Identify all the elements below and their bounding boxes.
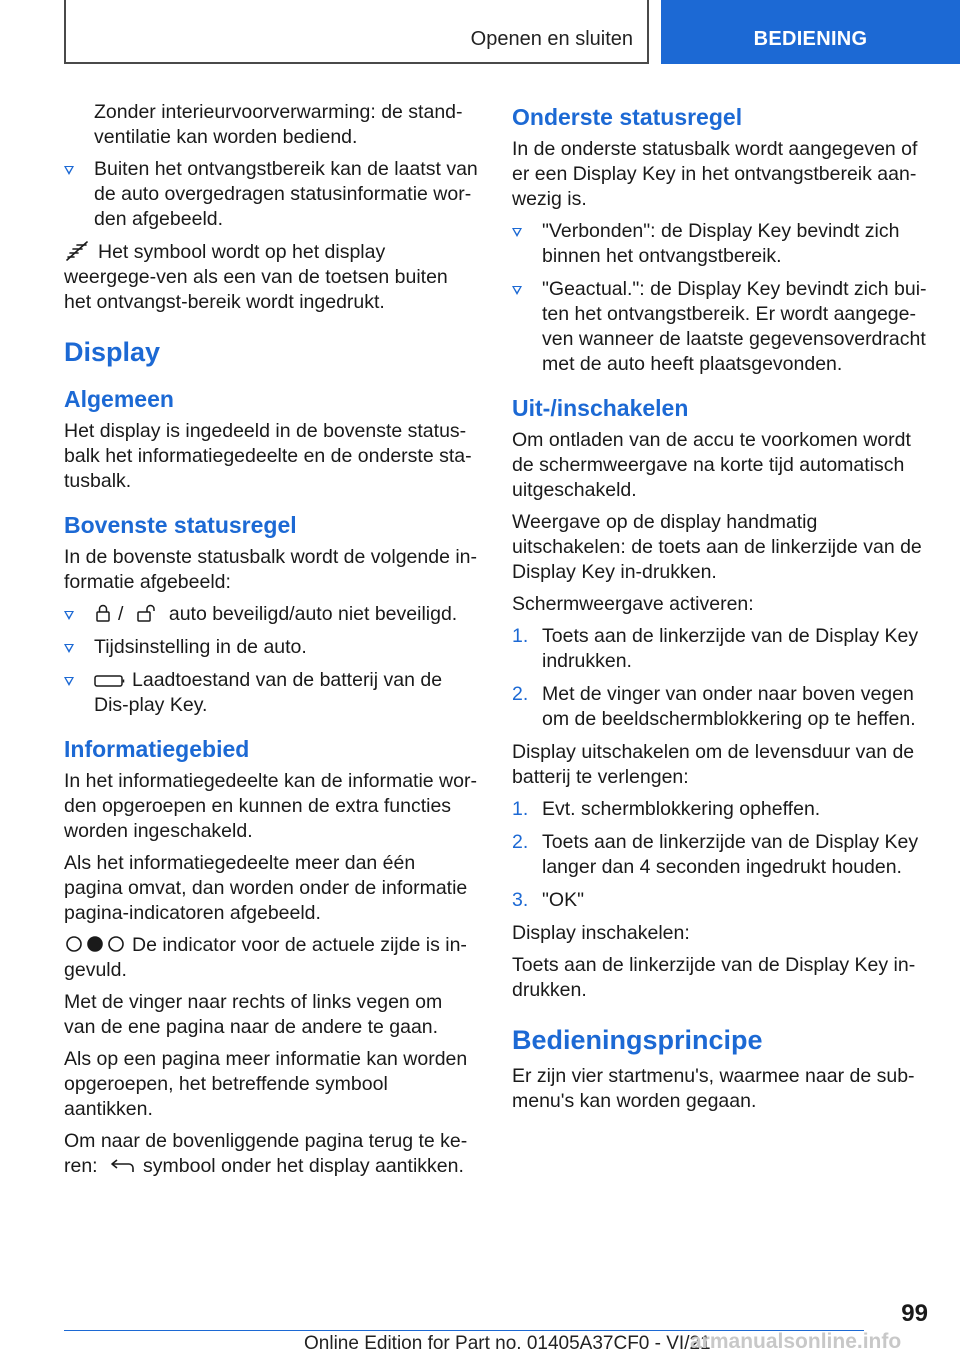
step-text: Evt. schermblokkering opheffen.: [542, 798, 821, 820]
back-text-post: symbool onder het display aantikken.: [143, 1155, 464, 1177]
right-column: [512, 100, 928, 1121]
heading-onderste-statusregel: Onderste statusregel: [512, 104, 743, 130]
algemeen-paragraph: Het display is ingedeeld in de bovenste status-balk het informatiegedeelte en de onderste sta-tusbalk.: [64, 420, 472, 492]
bullet-triangle-icon: [64, 644, 74, 653]
heading-bedieningsprincipe: Bedieningsprincipe: [512, 1025, 763, 1055]
heading-bovenste-statusregel: Bovenste statusregel: [64, 512, 297, 538]
chapter-title: BEDIENING: [753, 28, 868, 50]
left-column: [64, 100, 479, 1186]
actual-text: "Geactual.": de Display Key bevindt zich bui-ten het ontvangstbereik. Er wordt aangege-ven wanneer de laatste gegevensoverdracht met de auto heeft plaatsgevonden.: [542, 278, 927, 375]
step-text: "OK": [542, 889, 585, 911]
onderste-paragraph: In de onderste statusbalk wordt aangegeven of er een Display Key in het ontvangstbereik aan-wezig is.: [512, 138, 918, 210]
step-number: 2.: [512, 831, 529, 853]
bullet-triangle-icon: [512, 228, 522, 237]
step-item: [512, 624, 928, 674]
battery-icon: [94, 673, 126, 689]
section-title: Openen en sluiten: [470, 28, 633, 50]
off-life-paragraph: Display uitschakelen om de levensduur van de batterij te verlengen:: [512, 741, 915, 788]
step-text: Toets aan de linkerzijde van de Display Key langer dan 4 seconden ingedrukt houden.: [542, 831, 919, 878]
bullet-lock-status: [64, 602, 479, 627]
back-text-pre: Om naar de bovenliggende pagina terug te ke-ren:: [64, 1130, 468, 1177]
symbol-paragraph: [64, 240, 479, 315]
bullet-time: [64, 635, 479, 660]
step-number: 2.: [512, 683, 529, 705]
chapter-tab: [661, 0, 960, 64]
heading-informatiegebied: Informatiegebied: [64, 736, 250, 762]
step-text: Met de vinger van onder naar boven vegen om de beeldschermblokkering op te heffen.: [542, 683, 916, 730]
step-item: [512, 888, 928, 913]
lock-closed-icon: [94, 603, 112, 623]
step-item: [512, 830, 928, 880]
header-section-box: [64, 0, 649, 64]
step-text: Toets aan de linkerzijde van de Display Key indrukken.: [542, 625, 919, 672]
step-number: 1.: [512, 625, 529, 647]
heading-display: Display: [64, 337, 161, 367]
bullet-triangle-icon: [512, 286, 522, 295]
lock-open-icon: [135, 603, 163, 623]
battery-text: Laadtoestand van de batterij van de Dis-play Key.: [94, 669, 443, 716]
page-number: 99: [901, 1300, 928, 1327]
bullet-out-of-range: [64, 157, 479, 232]
no-signal-icon: [64, 241, 92, 261]
edition-text: Online Edition for Part no. 01405A37CF0 - VI/21: [304, 1333, 711, 1354]
indicator-paragraph: [64, 933, 479, 983]
bullet-battery: [64, 668, 479, 718]
info-paragraph-2: Als het informatiegedeelte meer dan één pagina omvat, dan worden onder de informatie pagina-indicatoren afgebeeld.: [64, 852, 468, 924]
back-paragraph: [64, 1129, 479, 1179]
swipe-paragraph: Met de vinger naar rechts of links vegen om van de ene pagina naar de andere te gaan.: [64, 991, 443, 1038]
uit-paragraph-2: Weergave op de display handmatig uitschakelen: de toets aan de linkerzijde van de Display Key in-drukken.: [512, 511, 922, 583]
uit-paragraph-1: Om ontladen van de accu te voorkomen wordt de schermweergave na korte tijd automatisch uitgeschakeld.: [512, 429, 911, 501]
on-how-paragraph: Toets aan de linkerzijde van de Display Key in-drukken.: [512, 954, 916, 1001]
lock-text: auto beveiligd/auto niet beveiligd.: [168, 603, 458, 625]
heading-uit-inschakelen: Uit-/inschakelen: [512, 395, 689, 421]
page-indicator-icon: [64, 934, 126, 954]
indicator-text: De indicator voor de actuele zijde is in-gevuld.: [64, 934, 467, 981]
time-text: Tijdsinstelling in de auto.: [94, 636, 307, 658]
bullet-connected: [512, 219, 928, 269]
symbol-text: Het symbool wordt op het display weergege-ven als een van de toetsen buiten het ontvangst-bereik wordt ingedrukt.: [64, 241, 448, 313]
bullet-triangle-icon: [64, 611, 74, 620]
watermark: armanualsonline.info: [690, 1330, 902, 1353]
back-arrow-icon: [109, 1157, 137, 1175]
step-number: 3.: [512, 889, 529, 911]
connected-text: "Verbonden": de Display Key bevindt zich binnen het ontvangstbereik.: [542, 220, 900, 267]
continued-paragraph: Zonder interieurvoorverwarming: de stand-ventilatie kan worden bediend.: [94, 101, 463, 148]
bullet-actual: [512, 277, 928, 377]
tap-paragraph: Als op een pagina meer informatie kan worden opgeroepen, het betreffende symbool aantikken.: [64, 1048, 468, 1120]
bullet-triangle-icon: [64, 677, 74, 686]
bullet-text: Buiten het ontvangstbereik kan de laatst van de auto overgedragen statusinformatie wor-den afgebeeld.: [94, 158, 478, 230]
activate-paragraph: Schermweergave activeren:: [512, 593, 754, 615]
heading-algemeen: Algemeen: [64, 386, 174, 412]
info-paragraph-1: In het informatiegedeelte kan de informatie wor-den opgeroepen en kunnen de extra functies worden ingeschakeld.: [64, 770, 477, 842]
on-paragraph: Display inschakelen:: [512, 922, 690, 944]
bovenste-paragraph: In de bovenste statusbalk wordt de volgende in-formatie afgebeeld:: [64, 546, 478, 593]
step-number: 1.: [512, 798, 529, 820]
step-item: [512, 682, 928, 732]
step-item: [512, 797, 928, 822]
lock-separator: /: [118, 603, 124, 625]
bullet-triangle-icon: [64, 166, 74, 175]
principe-paragraph: Er zijn vier startmenu's, waarmee naar de sub-menu's kan worden gegaan.: [512, 1065, 915, 1112]
